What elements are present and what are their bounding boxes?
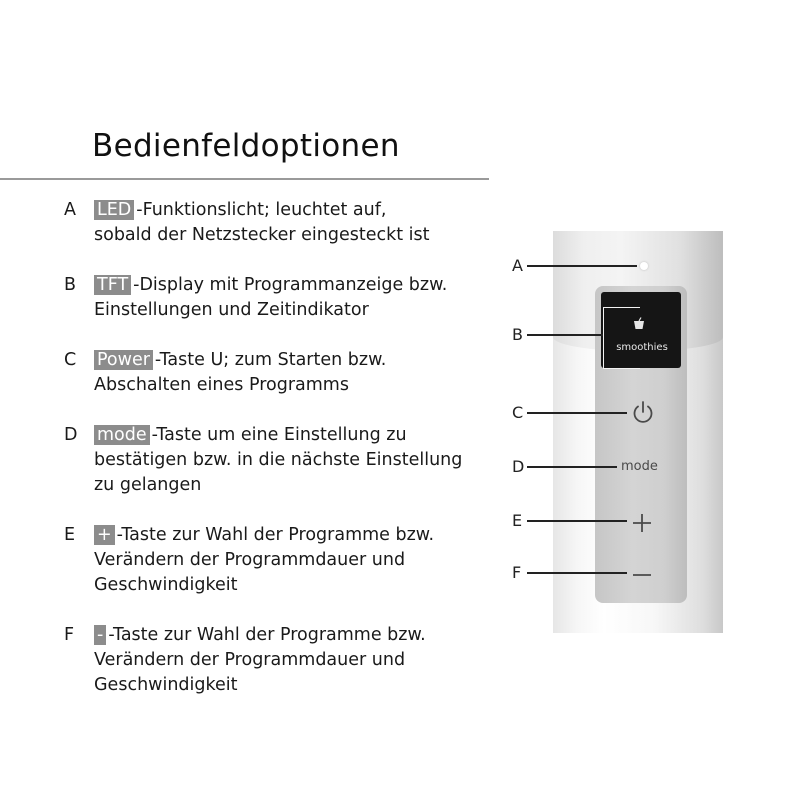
option-letter: A xyxy=(64,200,76,220)
option-description: bestätigen bzw. in die nächste Einstellung xyxy=(94,450,463,470)
callout-line-f xyxy=(527,572,627,574)
option-tag: Power xyxy=(94,350,153,370)
option-description: -Display mit Programmanzeige bzw. xyxy=(133,275,448,295)
callout-label-a: A xyxy=(512,256,523,275)
option-description: Verändern der Programmdauer und xyxy=(94,550,406,570)
option-tag: + xyxy=(94,525,115,545)
option-description: Geschwindigkeit xyxy=(94,675,238,695)
power-icon xyxy=(630,399,656,425)
callout-label-b: B xyxy=(512,325,523,344)
option-description: -Taste zur Wahl der Programme bzw. xyxy=(108,625,426,645)
option-description: zu gelangen xyxy=(94,475,202,495)
led-indicator xyxy=(640,262,648,270)
option-description: -Taste zur Wahl der Programme bzw. xyxy=(116,525,435,545)
title-divider xyxy=(0,178,489,180)
callout-line-a xyxy=(527,265,637,267)
plus-icon xyxy=(631,512,653,534)
callout-line-e xyxy=(527,520,627,522)
callout-line-c xyxy=(527,412,627,414)
option-description: sobald der Netzstecker eingesteckt ist xyxy=(94,225,430,245)
callout-line-b xyxy=(527,334,603,336)
page-title: Bedienfeldoptionen xyxy=(92,128,400,164)
callout-label-c: C xyxy=(512,403,524,422)
minus-icon xyxy=(631,565,653,585)
option-description: Verändern der Programmdauer und xyxy=(94,650,406,670)
option-tag: TFT xyxy=(94,275,131,295)
cup-icon xyxy=(633,317,645,330)
callout-label-d: D xyxy=(512,457,525,476)
option-description: Geschwindigkeit xyxy=(94,575,238,595)
option-letter: B xyxy=(64,275,77,295)
option-description: -Taste U; zum Starten bzw. xyxy=(154,350,387,370)
option-letter: E xyxy=(64,525,76,545)
option-description: Abschalten eines Programms xyxy=(94,375,349,395)
option-tag: mode xyxy=(94,425,150,445)
option-description: -Funktionslicht; leuchtet auf, xyxy=(136,200,387,220)
option-description: Einstellungen und Zeitindikator xyxy=(94,300,369,320)
option-letter: D xyxy=(64,425,78,445)
option-letter: F xyxy=(64,625,75,645)
option-letter: C xyxy=(64,350,77,370)
callout-line-d xyxy=(527,466,617,468)
mode-label: mode xyxy=(621,459,658,474)
option-tag: LED xyxy=(94,200,134,220)
option-tag: - xyxy=(94,625,106,645)
callout-label-f: F xyxy=(512,563,522,582)
option-description: -Taste um eine Einstellung zu xyxy=(151,425,407,445)
screen-label: smoothies xyxy=(616,342,668,353)
callout-label-e: E xyxy=(512,511,523,530)
